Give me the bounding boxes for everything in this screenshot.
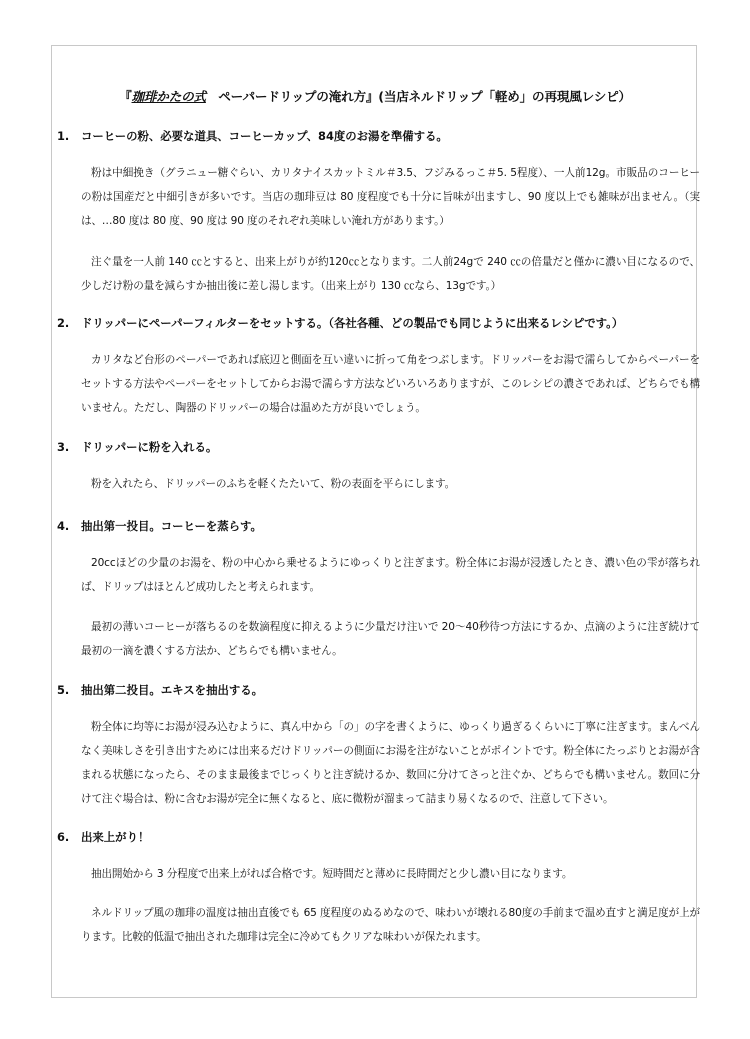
section-heading — [57, 440, 697, 454]
paragraph: カリタなど台形のペーパーであれば底辺と側面を互い違いに折って角をつぶします。ドリッパーをお湯で濡らしてからペーパーをセットする方法やペーパーをセットしてからお湯で濡らす方法などいろいろありますが、このレシピの濃さであれば、どちらでも構いません。ただし、陶器のドリッパーの場合は温めた方が良いでしょう。 — [81, 354, 700, 414]
section-heading — [57, 830, 697, 844]
paragraph: 最初の薄いコーヒーが落ちるのを数滴程度に抑えるように少量だけ注いで 20～40秒待つ方法にするか、点滴のように注ぎ続けて最初の一滴を濃くする方法か、どちらでも構いません。 — [81, 621, 700, 657]
section-number: 6. — [57, 830, 70, 844]
section-title: 出来上がり！ — [81, 830, 150, 844]
title-rest: ペーパードリップの淹れ方』(当店ネルドリップ「軽め」の再現風レシピ） — [205, 89, 631, 104]
paragraph: 抽出開始から 3 分程度で出来上がれば合格です。短時間だと薄めに長時間だと少し濃い目になります。 — [91, 868, 573, 880]
section-heading — [57, 519, 697, 533]
section-number: 3. — [57, 440, 70, 454]
section-heading — [57, 129, 697, 143]
section-number: 4. — [57, 519, 70, 533]
paragraph: 粉を入れたら、ドリッパーのふちを軽くたたいて、粉の表面を平らにします。 — [91, 478, 456, 490]
section-1 — [57, 129, 700, 298]
section-title: ドリッパーに粉を入れる。 — [81, 440, 218, 454]
section-number: 2. — [57, 316, 70, 330]
paragraph: ネルドリップ風の珈琲の温度は抽出直後でも 65 度程度のぬるめなので、味わいが壊れる80度の手前まで温め直すと満足度が上がります。比較的低温で抽出された珈琲は完全に冷めてもクリアな味わいが保たれます。 — [81, 907, 700, 943]
document-title — [52, 86, 698, 105]
title-open-bracket: 『 — [119, 89, 132, 104]
section-3 — [57, 440, 697, 496]
section-number: 5. — [57, 683, 70, 697]
section-title: ドリッパーにペーパーフィルターをセットする。（各社各種、どの製品でも同じように出来るレシピです。） — [81, 316, 624, 330]
document-page — [51, 45, 700, 998]
section-title: 抽出第一投目。コーヒーを蒸らす。 — [81, 519, 262, 533]
section-number: 1. — [57, 129, 70, 143]
paragraph: 粉全体に均等にお湯が浸み込むように、真ん中から「の」の字を書くように、ゆっくり過ぎるくらいに丁寧に注ぎます。まんべんなく美味しさを引き出すためには出来るだけドリッパーの側面にお湯を注がないことがポイントです。粉全体にたっぷりとお湯が含まれる状態になったら、そのまま最後までじっくりと注ぎ続けるか、数回に分けてさっと注ぐか、どちらでも構いません。数回に分けて注ぐ場合は、粉に含むお湯が完全に無くなると、底に微粉が溜まって詰まり易くなるので、注意して下さい。 — [81, 721, 700, 805]
section-title: コーヒーの粉、必要な道具、コーヒーカップ、84度のお湯を準備する。 — [81, 129, 448, 143]
section-6 — [57, 830, 700, 949]
title-brand: 珈琲かたの式 — [131, 89, 206, 104]
section-2 — [57, 316, 700, 420]
section-heading — [57, 316, 697, 330]
paragraph: 注ぐ量を一人前 140 ㏄とすると、出来上がりが約120㏄となります。二人前24gで 240 ㏄の倍量だと僅かに濃い目になるので、少しだけ粉の量を減らすか抽出後に差し湯します。（出来上がり 130 ㏄なら、13gです。） — [81, 256, 700, 292]
section-title: 抽出第二投目。エキスを抽出する。 — [81, 683, 264, 697]
paragraph: 粉は中細挽き（グラニュー糖ぐらい、カリタナイスカットミル＃3.5、フジみるっこ＃5. 5程度）、一人前12g。市販品のコーヒーの粉は国産だと中細引きが多いです。当店の珈琲豆は 80 度程度でも十分に旨味が出ますし、90 度以上でも雑味が出ません。（実は、…80 度は 80 度、90 度は 90 度のそれぞれ美味しい淹れ方があります。） — [81, 167, 700, 227]
section-heading — [57, 683, 697, 697]
section-5 — [57, 683, 700, 811]
section-4 — [57, 519, 700, 663]
paragraph: 20ccほどの少量のお湯を、粉の中心から乗せるようにゆっくりと注ぎます。粉全体にお湯が浸透したとき、濃い色の雫が落ちれば、ドリップはほとんど成功したと考えられます。 — [81, 557, 700, 593]
